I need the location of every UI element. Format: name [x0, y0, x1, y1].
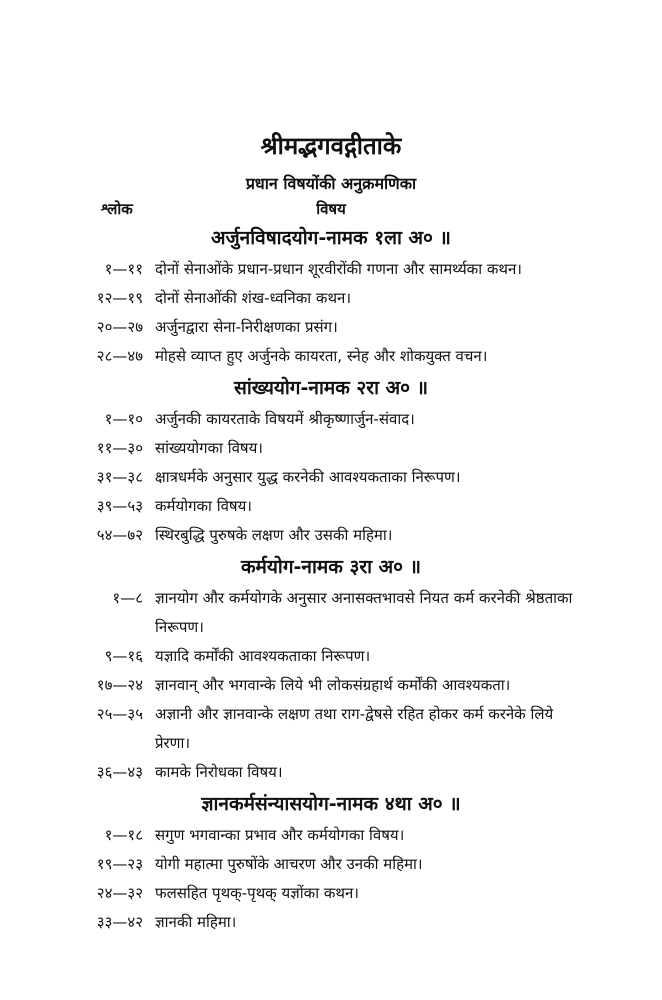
shloka-range: ९—१६ — [104, 647, 143, 665]
shloka-range: १—११ — [104, 260, 143, 278]
index-entry — [0, 405, 662, 434]
shloka-range: ३६—४३ — [96, 763, 143, 781]
chapter-heading: सांख्ययोग-नामक २रा अ० ॥ — [233, 377, 429, 399]
shloka-range: ११—३० — [96, 439, 143, 457]
index-entry — [0, 850, 662, 879]
index-entry — [0, 521, 662, 550]
index-entry — [0, 758, 662, 787]
shloka-range: २८—४७ — [96, 347, 143, 365]
shloka-range: १९—२३ — [96, 855, 143, 873]
topic-description: मोहसे व्याप्त हुए अर्जुनके कायरता, स्नेह और शोकयुक्त वचन। — [155, 347, 488, 365]
topic-description: क्षात्रधर्मके अनुसार युद्ध करनेकी आवश्यकताका निरूपण। — [155, 468, 461, 486]
shloka-range: ३१—३८ — [96, 468, 143, 486]
topic-description: ज्ञानयोग और कर्मयोगके अनुसार अनासक्तभावसे नियत कर्म करनेकी श्रेष्ठताका निरूपण। — [155, 589, 573, 636]
shloka-range: ३९—५३ — [96, 497, 143, 515]
chapter-heading: ज्ञानकर्मसंन्यासयोग-नामक ४था अ० ॥ — [201, 793, 461, 815]
topic-description: कामके निरोधका विषय। — [155, 763, 283, 781]
topic-description: फलसहित पृथक्-पृथक् यज्ञोंका कथन। — [155, 884, 359, 902]
shloka-range: ३३—४२ — [96, 913, 143, 931]
column-header-vishay: विषय — [316, 200, 346, 218]
index-entry — [0, 700, 662, 758]
index-entry — [0, 821, 662, 850]
index-entry — [0, 255, 662, 284]
topic-description: दोनों सेनाओंकी शंख-ध्वनिका कथन। — [155, 289, 352, 307]
chapter-heading: कर्मयोग-नामक ३रा अ० ॥ — [240, 556, 422, 578]
chapter-section — [0, 371, 662, 550]
index-entry — [0, 584, 662, 642]
index-entry — [0, 313, 662, 342]
topic-description: स्थिरबुद्धि पुरुषके लक्षण और उसकी महिमा। — [155, 526, 393, 544]
index-entry — [0, 342, 662, 371]
index-entry — [0, 671, 662, 700]
chapter-section — [0, 550, 662, 787]
topic-description: अर्जुनकी कायरताके विषयमें श्रीकृष्णार्जुन-संवाद। — [155, 410, 415, 428]
topic-description: कर्मयोगका विषय। — [155, 497, 252, 515]
topic-description: सगुण भगवान्का प्रभाव और कर्मयोगका विषय। — [155, 826, 405, 844]
index-entry — [0, 642, 662, 671]
shloka-range: १—१८ — [104, 826, 143, 844]
chapter-section — [0, 787, 662, 937]
topic-description: दोनों सेनाओंके प्रधान-प्रधान शूरवीरोंकी गणना और सामर्थ्यका कथन। — [155, 260, 522, 278]
page-title: श्रीमद्भगवद्गीताके — [260, 132, 402, 160]
index-entry — [0, 284, 662, 313]
shloka-range: २४—३२ — [96, 884, 143, 902]
topic-description: ज्ञानवान् और भगवान्के लिये भी लोकसंग्रहार्थ कर्मोंकी आवश्यकता। — [155, 676, 511, 694]
chapter-list — [0, 221, 662, 937]
topic-description: यज्ञादि कर्मोंकी आवश्यकताका निरूपण। — [155, 647, 371, 665]
chapter-heading: अर्जुनविषादयोग-नामक १ला अ० ॥ — [211, 227, 451, 249]
page-subtitle: प्रधान विषयोंकी अनुक्रमणिका — [245, 174, 417, 193]
topic-description: योगी महात्मा पुरुषोंके आचरण और उनकी महिमा। — [155, 855, 423, 873]
index-entry — [0, 434, 662, 463]
index-entry — [0, 463, 662, 492]
shloka-range: १—१० — [104, 410, 143, 428]
shloka-range: ५४—७२ — [96, 526, 143, 544]
topic-description: ज्ञानकी महिमा। — [155, 913, 237, 931]
shloka-range: १७—२४ — [96, 676, 143, 694]
topic-description: अर्जुनद्वारा सेना-निरीक्षणका प्रसंग। — [155, 318, 338, 336]
topic-description: सांख्ययोगका विषय। — [155, 439, 263, 457]
topic-description: अज्ञानी और ज्ञानवान्के लक्षण तथा राग-द्वेषसे रहित होकर कर्म करनेके लिये प्रेरणा। — [155, 705, 554, 752]
shloka-range: २५—३५ — [96, 705, 143, 723]
index-entry — [0, 492, 662, 521]
index-entry — [0, 879, 662, 908]
chapter-section — [0, 221, 662, 371]
shloka-range: २०—२७ — [96, 318, 143, 336]
shloka-range: १२—१९ — [96, 289, 143, 307]
column-header-shloka: श्लोक — [101, 200, 133, 218]
index-entry — [0, 908, 662, 937]
shloka-range: १—८ — [112, 589, 143, 607]
